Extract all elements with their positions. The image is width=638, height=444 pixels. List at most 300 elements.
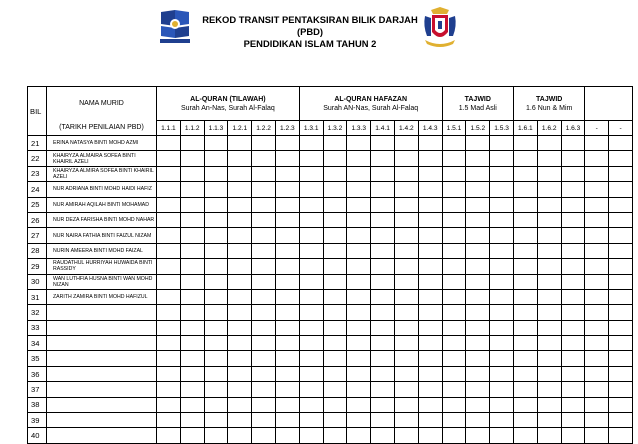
- score-cell[interactable]: [275, 136, 299, 151]
- score-cell[interactable]: [323, 228, 347, 243]
- score-cell[interactable]: [371, 366, 395, 381]
- score-cell[interactable]: [561, 336, 585, 351]
- score-cell[interactable]: [418, 259, 442, 274]
- score-cell[interactable]: [228, 336, 252, 351]
- score-cell[interactable]: [323, 274, 347, 289]
- score-cell[interactable]: [180, 413, 204, 428]
- score-cell[interactable]: [442, 259, 466, 274]
- score-cell[interactable]: [299, 197, 323, 212]
- score-cell[interactable]: [347, 243, 371, 258]
- score-cell[interactable]: [442, 366, 466, 381]
- score-cell[interactable]: [466, 366, 490, 381]
- score-cell[interactable]: [418, 413, 442, 428]
- score-cell[interactable]: [418, 136, 442, 151]
- score-cell[interactable]: [275, 366, 299, 381]
- score-cell[interactable]: [490, 351, 514, 366]
- score-cell[interactable]: [537, 166, 561, 181]
- score-cell[interactable]: [394, 197, 418, 212]
- score-cell[interactable]: [490, 166, 514, 181]
- score-cell[interactable]: [585, 428, 609, 443]
- score-cell[interactable]: [275, 413, 299, 428]
- score-cell[interactable]: [228, 351, 252, 366]
- score-cell[interactable]: [561, 259, 585, 274]
- score-cell[interactable]: [394, 228, 418, 243]
- score-cell[interactable]: [204, 166, 228, 181]
- score-cell[interactable]: [180, 274, 204, 289]
- score-cell[interactable]: [204, 413, 228, 428]
- score-cell[interactable]: [299, 320, 323, 335]
- score-cell[interactable]: [204, 428, 228, 443]
- score-cell[interactable]: [490, 366, 514, 381]
- score-cell[interactable]: [228, 428, 252, 443]
- score-cell[interactable]: [275, 166, 299, 181]
- score-cell[interactable]: [323, 366, 347, 381]
- score-cell[interactable]: [609, 366, 633, 381]
- score-cell[interactable]: [466, 166, 490, 181]
- score-cell[interactable]: [442, 136, 466, 151]
- score-cell[interactable]: [371, 382, 395, 397]
- score-cell[interactable]: [585, 197, 609, 212]
- score-cell[interactable]: [513, 351, 537, 366]
- score-cell[interactable]: [442, 228, 466, 243]
- score-cell[interactable]: [299, 305, 323, 320]
- score-cell[interactable]: [347, 274, 371, 289]
- score-cell[interactable]: [275, 351, 299, 366]
- score-cell[interactable]: [537, 305, 561, 320]
- score-cell[interactable]: [180, 320, 204, 335]
- score-cell[interactable]: [347, 336, 371, 351]
- score-cell[interactable]: [347, 397, 371, 412]
- score-cell[interactable]: [585, 351, 609, 366]
- score-cell[interactable]: [299, 212, 323, 227]
- score-cell[interactable]: [252, 212, 276, 227]
- score-cell[interactable]: [157, 320, 181, 335]
- score-cell[interactable]: [204, 151, 228, 166]
- score-cell[interactable]: [204, 274, 228, 289]
- score-cell[interactable]: [204, 197, 228, 212]
- score-cell[interactable]: [252, 228, 276, 243]
- score-cell[interactable]: [466, 289, 490, 304]
- score-cell[interactable]: [157, 366, 181, 381]
- score-cell[interactable]: [418, 382, 442, 397]
- score-cell[interactable]: [609, 289, 633, 304]
- score-cell[interactable]: [490, 243, 514, 258]
- score-cell[interactable]: [609, 136, 633, 151]
- score-cell[interactable]: [490, 151, 514, 166]
- score-cell[interactable]: [371, 243, 395, 258]
- score-cell[interactable]: [252, 305, 276, 320]
- score-cell[interactable]: [585, 397, 609, 412]
- score-cell[interactable]: [513, 274, 537, 289]
- score-cell[interactable]: [490, 228, 514, 243]
- score-cell[interactable]: [323, 197, 347, 212]
- score-cell[interactable]: [299, 351, 323, 366]
- score-cell[interactable]: [347, 382, 371, 397]
- score-cell[interactable]: [228, 259, 252, 274]
- score-cell[interactable]: [252, 320, 276, 335]
- score-cell[interactable]: [466, 197, 490, 212]
- score-cell[interactable]: [394, 166, 418, 181]
- score-cell[interactable]: [490, 397, 514, 412]
- score-cell[interactable]: [180, 197, 204, 212]
- score-cell[interactable]: [609, 212, 633, 227]
- score-cell[interactable]: [323, 351, 347, 366]
- score-cell[interactable]: [513, 243, 537, 258]
- score-cell[interactable]: [228, 166, 252, 181]
- score-cell[interactable]: [157, 136, 181, 151]
- score-cell[interactable]: [299, 136, 323, 151]
- score-cell[interactable]: [394, 320, 418, 335]
- score-cell[interactable]: [323, 289, 347, 304]
- score-cell[interactable]: [418, 182, 442, 197]
- score-cell[interactable]: [561, 289, 585, 304]
- score-cell[interactable]: [537, 351, 561, 366]
- score-cell[interactable]: [323, 382, 347, 397]
- score-cell[interactable]: [204, 305, 228, 320]
- score-cell[interactable]: [371, 151, 395, 166]
- score-cell[interactable]: [394, 182, 418, 197]
- score-cell[interactable]: [204, 382, 228, 397]
- score-cell[interactable]: [347, 366, 371, 381]
- score-cell[interactable]: [157, 382, 181, 397]
- score-cell[interactable]: [204, 212, 228, 227]
- score-cell[interactable]: [157, 274, 181, 289]
- score-cell[interactable]: [442, 166, 466, 181]
- score-cell[interactable]: [252, 413, 276, 428]
- score-cell[interactable]: [275, 382, 299, 397]
- score-cell[interactable]: [371, 274, 395, 289]
- score-cell[interactable]: [561, 182, 585, 197]
- score-cell[interactable]: [157, 166, 181, 181]
- score-cell[interactable]: [157, 243, 181, 258]
- score-cell[interactable]: [561, 228, 585, 243]
- score-cell[interactable]: [275, 320, 299, 335]
- score-cell[interactable]: [490, 320, 514, 335]
- score-cell[interactable]: [252, 428, 276, 443]
- score-cell[interactable]: [561, 151, 585, 166]
- score-cell[interactable]: [513, 382, 537, 397]
- score-cell[interactable]: [513, 151, 537, 166]
- score-cell[interactable]: [418, 397, 442, 412]
- score-cell[interactable]: [228, 274, 252, 289]
- score-cell[interactable]: [299, 336, 323, 351]
- score-cell[interactable]: [180, 305, 204, 320]
- score-cell[interactable]: [490, 274, 514, 289]
- score-cell[interactable]: [157, 336, 181, 351]
- score-cell[interactable]: [299, 151, 323, 166]
- score-cell[interactable]: [609, 428, 633, 443]
- score-cell[interactable]: [442, 336, 466, 351]
- score-cell[interactable]: [347, 228, 371, 243]
- score-cell[interactable]: [490, 413, 514, 428]
- score-cell[interactable]: [513, 289, 537, 304]
- score-cell[interactable]: [561, 136, 585, 151]
- score-cell[interactable]: [466, 243, 490, 258]
- score-cell[interactable]: [323, 305, 347, 320]
- score-cell[interactable]: [418, 274, 442, 289]
- score-cell[interactable]: [394, 305, 418, 320]
- score-cell[interactable]: [299, 366, 323, 381]
- score-cell[interactable]: [252, 366, 276, 381]
- score-cell[interactable]: [299, 397, 323, 412]
- score-cell[interactable]: [228, 197, 252, 212]
- score-cell[interactable]: [418, 228, 442, 243]
- score-cell[interactable]: [157, 212, 181, 227]
- score-cell[interactable]: [228, 151, 252, 166]
- score-cell[interactable]: [275, 228, 299, 243]
- score-cell[interactable]: [609, 243, 633, 258]
- score-cell[interactable]: [513, 212, 537, 227]
- score-cell[interactable]: [323, 413, 347, 428]
- score-cell[interactable]: [442, 274, 466, 289]
- score-cell[interactable]: [442, 413, 466, 428]
- score-cell[interactable]: [371, 228, 395, 243]
- score-cell[interactable]: [228, 320, 252, 335]
- score-cell[interactable]: [490, 182, 514, 197]
- score-cell[interactable]: [466, 428, 490, 443]
- score-cell[interactable]: [609, 351, 633, 366]
- score-cell[interactable]: [347, 212, 371, 227]
- score-cell[interactable]: [299, 228, 323, 243]
- score-cell[interactable]: [275, 428, 299, 443]
- score-cell[interactable]: [561, 366, 585, 381]
- score-cell[interactable]: [442, 351, 466, 366]
- score-cell[interactable]: [228, 182, 252, 197]
- score-cell[interactable]: [180, 397, 204, 412]
- score-cell[interactable]: [347, 182, 371, 197]
- score-cell[interactable]: [371, 336, 395, 351]
- score-cell[interactable]: [275, 243, 299, 258]
- score-cell[interactable]: [228, 413, 252, 428]
- score-cell[interactable]: [609, 259, 633, 274]
- score-cell[interactable]: [394, 428, 418, 443]
- score-cell[interactable]: [537, 366, 561, 381]
- score-cell[interactable]: [252, 197, 276, 212]
- score-cell[interactable]: [157, 305, 181, 320]
- score-cell[interactable]: [347, 351, 371, 366]
- score-cell[interactable]: [299, 166, 323, 181]
- score-cell[interactable]: [537, 382, 561, 397]
- score-cell[interactable]: [537, 336, 561, 351]
- score-cell[interactable]: [537, 413, 561, 428]
- score-cell[interactable]: [323, 336, 347, 351]
- score-cell[interactable]: [537, 151, 561, 166]
- score-cell[interactable]: [561, 428, 585, 443]
- score-cell[interactable]: [585, 336, 609, 351]
- score-cell[interactable]: [228, 228, 252, 243]
- score-cell[interactable]: [466, 351, 490, 366]
- score-cell[interactable]: [537, 243, 561, 258]
- score-cell[interactable]: [252, 397, 276, 412]
- score-cell[interactable]: [371, 397, 395, 412]
- score-cell[interactable]: [275, 197, 299, 212]
- score-cell[interactable]: [418, 320, 442, 335]
- score-cell[interactable]: [490, 289, 514, 304]
- score-cell[interactable]: [609, 274, 633, 289]
- score-cell[interactable]: [252, 289, 276, 304]
- score-cell[interactable]: [561, 397, 585, 412]
- score-cell[interactable]: [418, 351, 442, 366]
- score-cell[interactable]: [513, 259, 537, 274]
- score-cell[interactable]: [252, 151, 276, 166]
- score-cell[interactable]: [537, 197, 561, 212]
- score-cell[interactable]: [585, 243, 609, 258]
- score-cell[interactable]: [299, 289, 323, 304]
- score-cell[interactable]: [347, 305, 371, 320]
- score-cell[interactable]: [347, 320, 371, 335]
- score-cell[interactable]: [466, 413, 490, 428]
- score-cell[interactable]: [537, 274, 561, 289]
- score-cell[interactable]: [418, 289, 442, 304]
- score-cell[interactable]: [323, 259, 347, 274]
- score-cell[interactable]: [561, 351, 585, 366]
- score-cell[interactable]: [252, 182, 276, 197]
- score-cell[interactable]: [418, 428, 442, 443]
- score-cell[interactable]: [323, 243, 347, 258]
- score-cell[interactable]: [609, 228, 633, 243]
- score-cell[interactable]: [347, 197, 371, 212]
- score-cell[interactable]: [490, 428, 514, 443]
- score-cell[interactable]: [275, 336, 299, 351]
- score-cell[interactable]: [561, 212, 585, 227]
- score-cell[interactable]: [347, 166, 371, 181]
- score-cell[interactable]: [157, 228, 181, 243]
- score-cell[interactable]: [299, 243, 323, 258]
- score-cell[interactable]: [323, 428, 347, 443]
- score-cell[interactable]: [252, 274, 276, 289]
- score-cell[interactable]: [609, 197, 633, 212]
- score-cell[interactable]: [585, 305, 609, 320]
- score-cell[interactable]: [466, 320, 490, 335]
- score-cell[interactable]: [442, 212, 466, 227]
- score-cell[interactable]: [252, 336, 276, 351]
- score-cell[interactable]: [275, 259, 299, 274]
- score-cell[interactable]: [537, 289, 561, 304]
- score-cell[interactable]: [442, 320, 466, 335]
- score-cell[interactable]: [537, 136, 561, 151]
- score-cell[interactable]: [394, 397, 418, 412]
- score-cell[interactable]: [466, 336, 490, 351]
- score-cell[interactable]: [513, 305, 537, 320]
- score-cell[interactable]: [299, 274, 323, 289]
- score-cell[interactable]: [228, 366, 252, 381]
- score-cell[interactable]: [513, 166, 537, 181]
- score-cell[interactable]: [228, 243, 252, 258]
- score-cell[interactable]: [228, 212, 252, 227]
- score-cell[interactable]: [180, 151, 204, 166]
- score-cell[interactable]: [394, 274, 418, 289]
- score-cell[interactable]: [180, 382, 204, 397]
- score-cell[interactable]: [204, 259, 228, 274]
- score-cell[interactable]: [323, 320, 347, 335]
- score-cell[interactable]: [490, 212, 514, 227]
- score-cell[interactable]: [299, 428, 323, 443]
- score-cell[interactable]: [299, 259, 323, 274]
- score-cell[interactable]: [537, 428, 561, 443]
- score-cell[interactable]: [347, 151, 371, 166]
- score-cell[interactable]: [585, 259, 609, 274]
- score-cell[interactable]: [252, 259, 276, 274]
- score-cell[interactable]: [466, 228, 490, 243]
- score-cell[interactable]: [394, 136, 418, 151]
- score-cell[interactable]: [466, 212, 490, 227]
- score-cell[interactable]: [394, 366, 418, 381]
- score-cell[interactable]: [323, 136, 347, 151]
- score-cell[interactable]: [252, 351, 276, 366]
- score-cell[interactable]: [513, 182, 537, 197]
- score-cell[interactable]: [323, 166, 347, 181]
- score-cell[interactable]: [609, 166, 633, 181]
- score-cell[interactable]: [180, 166, 204, 181]
- score-cell[interactable]: [466, 274, 490, 289]
- score-cell[interactable]: [371, 136, 395, 151]
- score-cell[interactable]: [204, 243, 228, 258]
- score-cell[interactable]: [561, 320, 585, 335]
- score-cell[interactable]: [418, 166, 442, 181]
- score-cell[interactable]: [394, 212, 418, 227]
- score-cell[interactable]: [418, 151, 442, 166]
- score-cell[interactable]: [561, 197, 585, 212]
- score-cell[interactable]: [157, 182, 181, 197]
- score-cell[interactable]: [513, 320, 537, 335]
- score-cell[interactable]: [561, 243, 585, 258]
- score-cell[interactable]: [609, 382, 633, 397]
- score-cell[interactable]: [513, 228, 537, 243]
- score-cell[interactable]: [180, 136, 204, 151]
- score-cell[interactable]: [275, 182, 299, 197]
- score-cell[interactable]: [585, 289, 609, 304]
- score-cell[interactable]: [537, 397, 561, 412]
- score-cell[interactable]: [299, 182, 323, 197]
- score-cell[interactable]: [180, 428, 204, 443]
- score-cell[interactable]: [490, 305, 514, 320]
- score-cell[interactable]: [204, 336, 228, 351]
- score-cell[interactable]: [157, 397, 181, 412]
- score-cell[interactable]: [323, 397, 347, 412]
- score-cell[interactable]: [585, 166, 609, 181]
- score-cell[interactable]: [513, 428, 537, 443]
- score-cell[interactable]: [157, 197, 181, 212]
- score-cell[interactable]: [561, 166, 585, 181]
- score-cell[interactable]: [371, 320, 395, 335]
- score-cell[interactable]: [371, 351, 395, 366]
- score-cell[interactable]: [466, 259, 490, 274]
- score-cell[interactable]: [204, 320, 228, 335]
- score-cell[interactable]: [371, 197, 395, 212]
- score-cell[interactable]: [537, 212, 561, 227]
- score-cell[interactable]: [371, 289, 395, 304]
- score-cell[interactable]: [228, 397, 252, 412]
- score-cell[interactable]: [561, 382, 585, 397]
- score-cell[interactable]: [347, 428, 371, 443]
- score-cell[interactable]: [157, 289, 181, 304]
- score-cell[interactable]: [585, 366, 609, 381]
- score-cell[interactable]: [323, 212, 347, 227]
- score-cell[interactable]: [275, 151, 299, 166]
- score-cell[interactable]: [466, 151, 490, 166]
- score-cell[interactable]: [180, 243, 204, 258]
- score-cell[interactable]: [323, 151, 347, 166]
- score-cell[interactable]: [466, 382, 490, 397]
- score-cell[interactable]: [204, 182, 228, 197]
- score-cell[interactable]: [371, 428, 395, 443]
- score-cell[interactable]: [323, 182, 347, 197]
- score-cell[interactable]: [442, 397, 466, 412]
- score-cell[interactable]: [537, 259, 561, 274]
- score-cell[interactable]: [490, 136, 514, 151]
- score-cell[interactable]: [347, 413, 371, 428]
- score-cell[interactable]: [609, 336, 633, 351]
